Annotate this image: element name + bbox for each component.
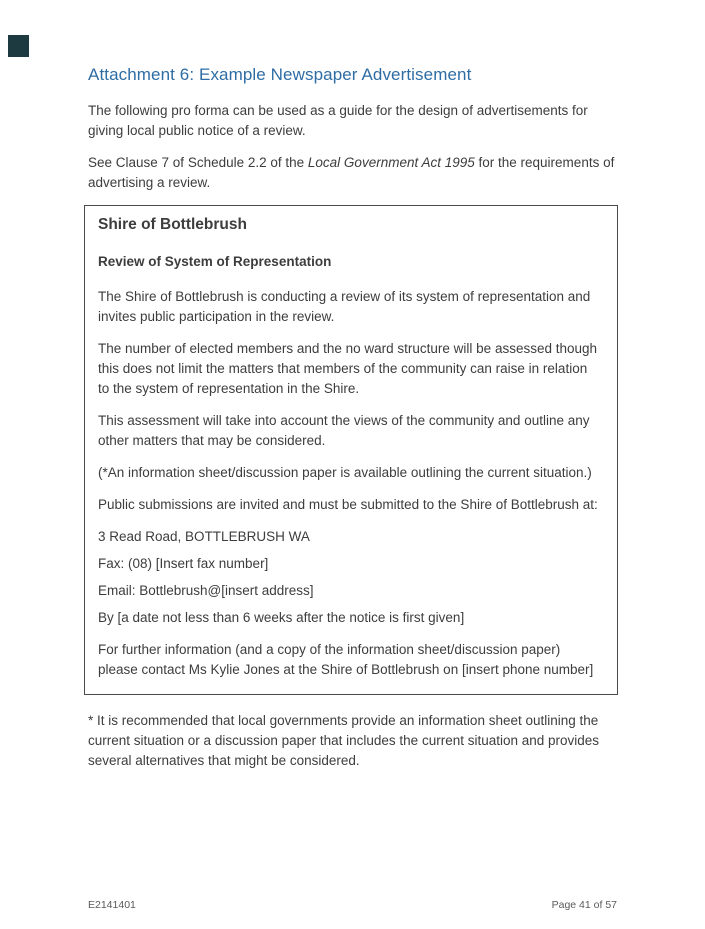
advert-review-subheading: Review of System of Representation — [98, 254, 332, 269]
advert-paragraph: The number of elected members and the no ward structure will be assessed though this does not limit the matters that members of the community can raise in relation to the system of representation in the Shire. — [98, 341, 598, 396]
advert-paragraph: Public submissions are invited and must be submitted to the Shire of Bottlebrush at: — [98, 497, 598, 512]
page-content — [88, 64, 618, 771]
advertisement-box — [84, 205, 618, 695]
act-title-italic: Local Government Act 1995 — [307, 155, 475, 170]
intro-paragraph-2-lead: See Clause 7 of Schedule 2.2 of the — [88, 155, 308, 170]
intro-paragraph-2 — [88, 153, 618, 193]
advert-paragraph: This assessment will take into account the views of the community and outline any other matters that may be considered. — [98, 413, 590, 448]
advert-fax-line: Fax: (08) [Insert fax number] — [98, 556, 269, 571]
advert-deadline-line: By [a date not less than 6 weeks after the notice is first given] — [98, 610, 465, 625]
advert-address-line: 3 Read Road, BOTTLEBRUSH WA — [98, 529, 310, 544]
page-footer — [88, 898, 617, 912]
advert-shire-heading: Shire of Bottlebrush — [98, 216, 247, 233]
advert-contact-paragraph: For further information (and a copy of the information sheet/discussion paper) please contact Ms Kylie Jones at the Shire of Bottlebrush on [insert phone number] — [98, 642, 594, 677]
advert-paragraph: (*An information sheet/discussion paper is available outlining the current situation.) — [98, 465, 592, 480]
footnote-paragraph: * It is recommended that local governments provide an information sheet outlining the current situation or a discussion paper that includes the current situation and provides several alternatives that might be considered. — [88, 713, 600, 768]
page-title: Attachment 6: Example Newspaper Advertisement — [88, 65, 472, 84]
corner-marker-square — [8, 35, 29, 57]
intro-paragraph-1: The following pro forma can be used as a guide for the design of advertisements for giving local public notice of a review. — [88, 103, 588, 138]
document-id: E2141401 — [88, 899, 136, 911]
advert-paragraph: The Shire of Bottlebrush is conducting a review of its system of representation and invites public participation in the review. — [98, 289, 591, 324]
advert-email-line: Email: Bottlebrush@[insert address] — [98, 583, 314, 598]
page-number: Page 41 of 57 — [551, 899, 617, 911]
intro-paragraph-2-tail: for the requirements of advertising a review. — [88, 155, 615, 190]
